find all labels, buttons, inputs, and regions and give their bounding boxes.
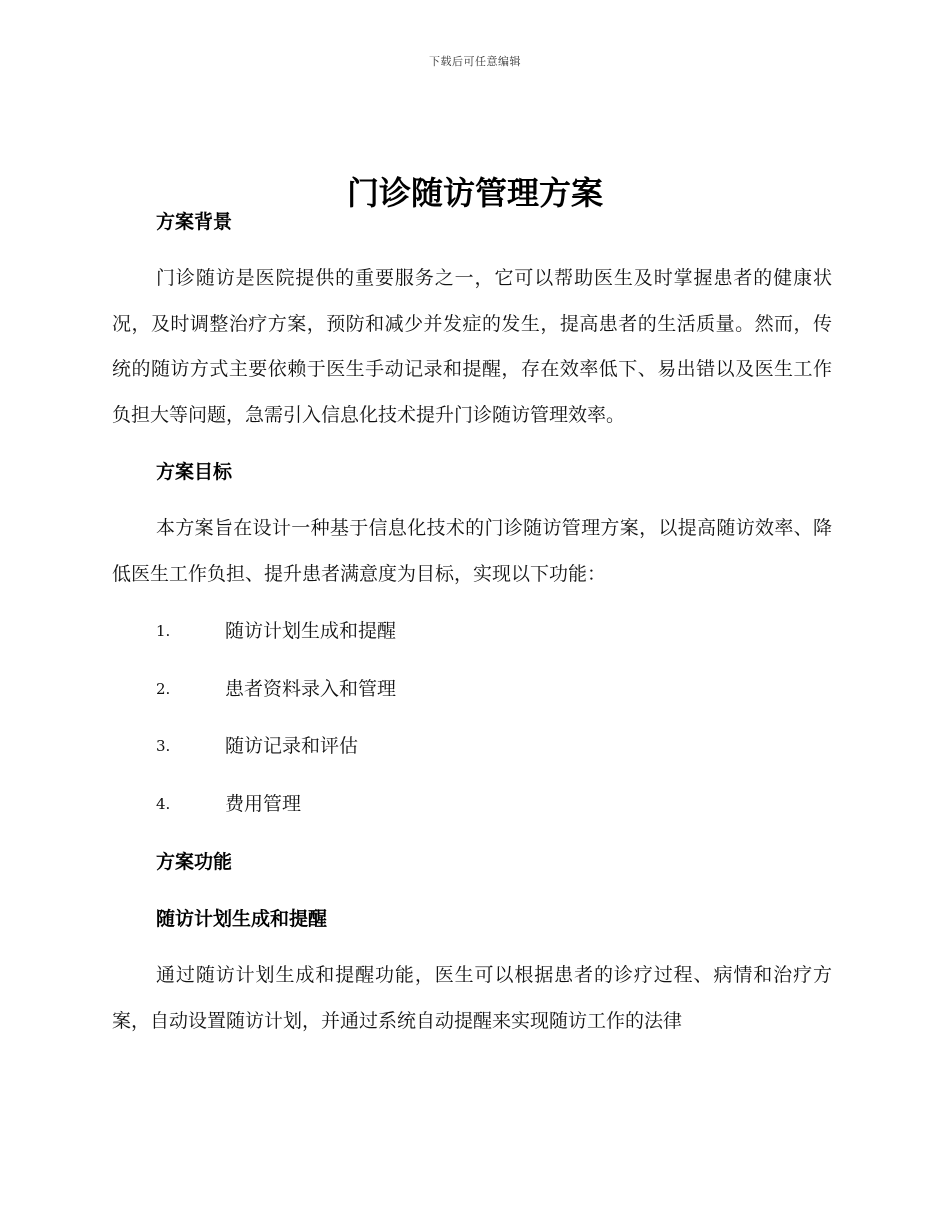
list-item-number: 4. bbox=[156, 794, 171, 813]
paragraph-goal: 本方案旨在设计一种基于信息化技术的门诊随访管理方案，以提高随访效率、降低医生工作负担、提升患者满意度为目标，实现以下功能： bbox=[112, 517, 832, 585]
list-item-text: 随访计划生成和提醒 bbox=[225, 620, 397, 642]
goal-list bbox=[112, 603, 832, 833]
list-item-text: 费用管理 bbox=[225, 792, 302, 815]
list-item bbox=[112, 661, 832, 719]
sub-heading-followup-plan: 随访计划生成和提醒 bbox=[156, 908, 328, 930]
section-heading-background: 方案背景 bbox=[156, 211, 233, 233]
list-item bbox=[112, 776, 832, 834]
list-item bbox=[112, 603, 832, 661]
list-item-text: 患者资料录入和管理 bbox=[225, 677, 397, 700]
document-body bbox=[112, 199, 832, 1044]
section-heading-goal: 方案目标 bbox=[156, 461, 233, 483]
list-item-number: 2. bbox=[156, 679, 171, 698]
list-item-text: 随访记录和评估 bbox=[225, 735, 359, 757]
document-title: 门诊随访管理方案 bbox=[346, 174, 603, 213]
header-note: 下载后可任意编辑 bbox=[429, 55, 521, 68]
paragraph-background: 门诊随访是医院提供的重要服务之一，它可以帮助医生及时掌握患者的健康状况，及时调整治疗方案，预防和减少并发症的发生，提高患者的生活质量。然而，传统的随访方式主要依赖于医生手动记录和提醒，存在效率低下、易出错以及医生工作负担大等问题，急需引入信息化技术提升门诊随访管理效率。 bbox=[112, 267, 832, 426]
list-item bbox=[112, 718, 832, 776]
paragraph-followup-plan: 通过随访计划生成和提醒功能，医生可以根据患者的诊疗过程、病情和治疗方案，自动设置随访计划，并通过系统自动提醒来实现随访工作的法律 bbox=[112, 964, 832, 1032]
list-item-number: 1. bbox=[156, 622, 171, 640]
section-heading-function: 方案功能 bbox=[156, 851, 233, 873]
list-item-number: 3. bbox=[156, 737, 171, 755]
